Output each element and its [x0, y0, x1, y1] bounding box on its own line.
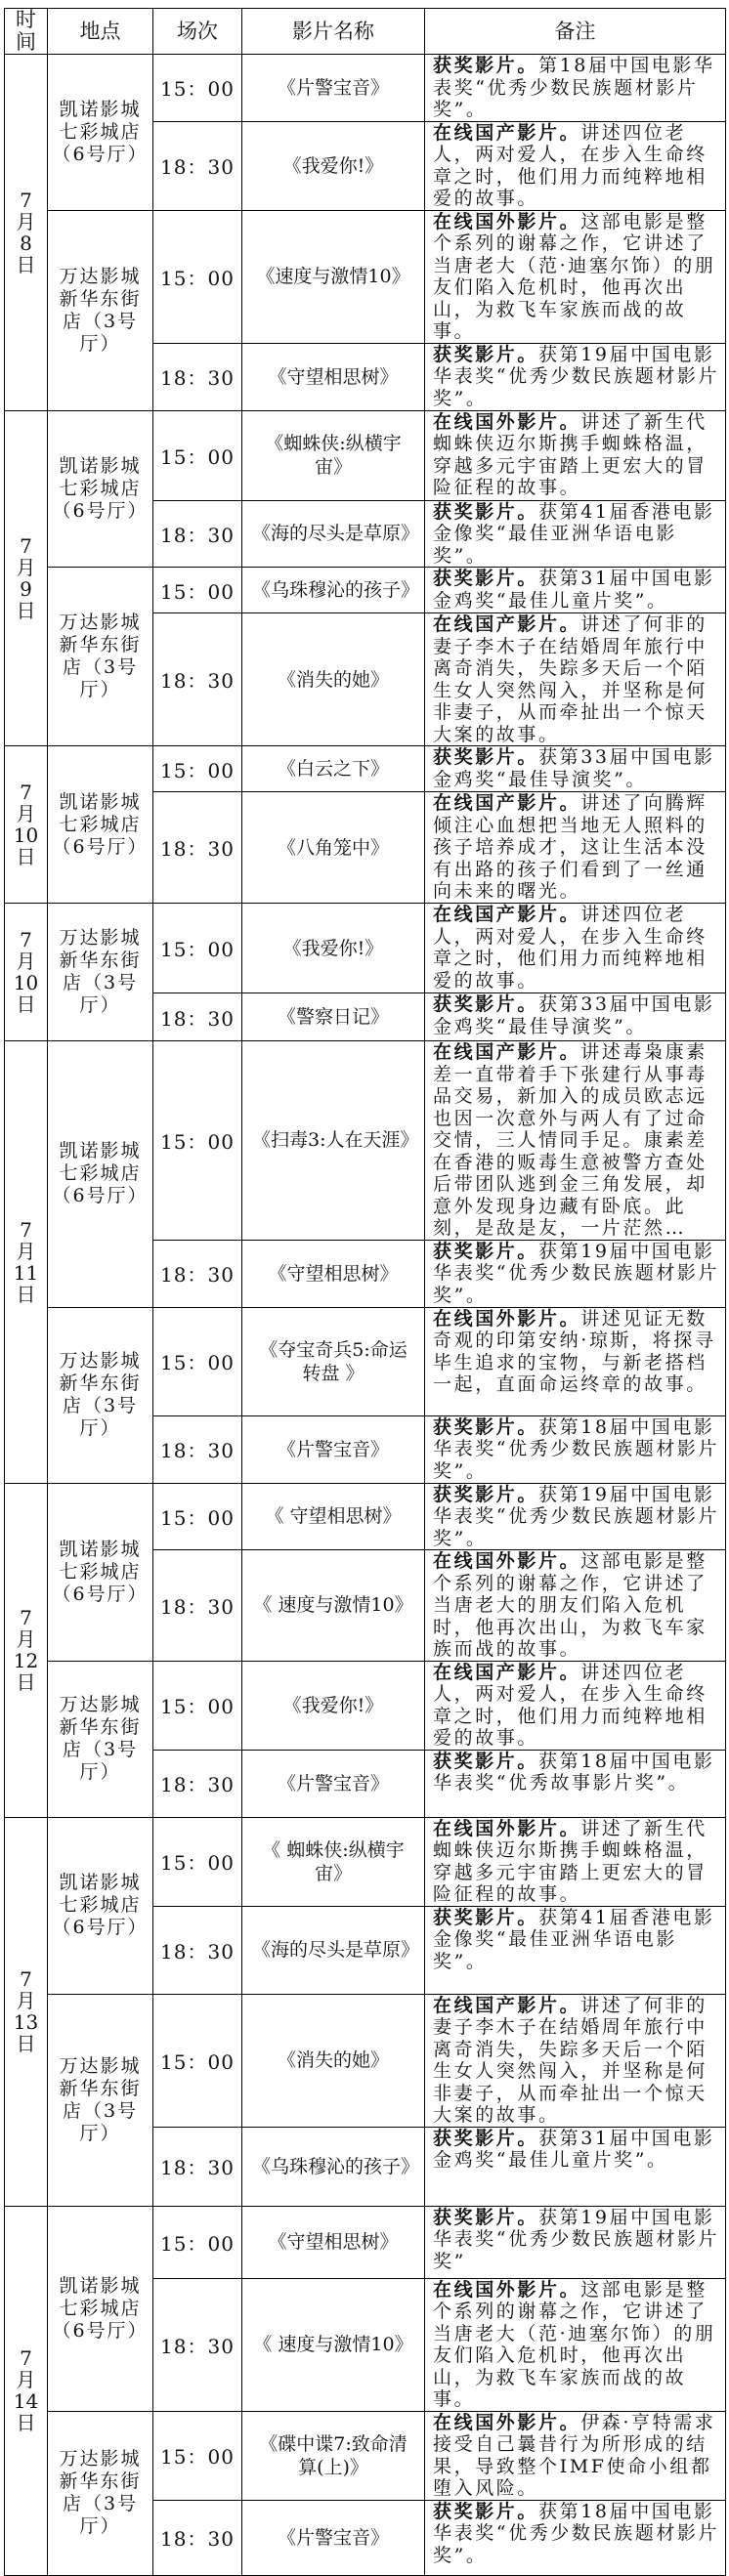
showtime-cell: 15：00 — [153, 1661, 242, 1750]
film-title-cell: 《海的尽头是草原》 — [242, 1906, 425, 1994]
showtime-cell: 18：30 — [153, 993, 242, 1041]
date-part: 日 — [16, 252, 36, 276]
remark-text: 这部电影是整个系列的谢幕之作，它讲述了当唐老大（范·迪塞尔饰）的朋友们陷入危机时，他再次出山，为救飞车家族而战的故事。 — [433, 2278, 716, 2410]
remark-text: 获第31届中国电影金鸡奖“最佳儿童片奖”。 — [433, 2127, 715, 2171]
film-title-cell: 《夺宝奇兵5:命运转盘 》 — [242, 1307, 425, 1415]
film-title-cell: 《乌珠穆沁的孩子》 — [242, 2127, 425, 2206]
table-row — [5, 210, 726, 343]
remark-tag: 获奖影片。 — [433, 1750, 539, 1772]
showtime-cell: 18：30 — [153, 1550, 242, 1662]
showtime-cell: 18：30 — [153, 121, 242, 210]
remark-text: 讲述毒枭康素差一直带着手下张建行从事毒品交易，新加入的成员欧志远也因一次意外与两人有了过命交情，三人情同手足。康素差在香港的贩毒生意被警方查处后带团队逃到金三角发展，却意外发现身边藏有卧底。此刻，是敌是友，一片茫然… — [433, 1041, 708, 1239]
remark-tag: 在线国外影片。 — [433, 210, 581, 232]
showtime-cell: 18：30 — [153, 1415, 242, 1483]
venue-cell: 凯诺影城七彩城店（6号厅） — [48, 410, 153, 568]
remark-text: 伊森·亨特需求接受自己曩昔行为所形成的结果，导致整个IMF使命小组都堕入风险。 — [433, 2411, 716, 2499]
remark-cell — [425, 746, 726, 792]
date-part: 8 — [20, 231, 32, 255]
remark-cell — [425, 1041, 726, 1241]
remark-text: 讲述四位老人，两对爱人，在步入生命终章之时，他们用力而纯粹地相爱的故事。 — [433, 904, 708, 992]
film-title-cell: 《片警宝音》 — [242, 1750, 425, 1817]
venue-cell: 凯诺影城七彩城店（6号厅） — [48, 1483, 153, 1661]
remark-tag: 获奖影片。 — [433, 2500, 539, 2522]
remark-cell — [425, 55, 726, 122]
table-row — [5, 1041, 726, 1241]
date-part: 11 — [13, 1260, 39, 1285]
venue-cell: 万达影城新华东街店（3号厅） — [48, 904, 153, 1041]
showtime-cell: 18：30 — [153, 1906, 242, 1994]
date-part: 14 — [13, 2389, 39, 2413]
date-part: 月 — [16, 209, 36, 233]
remark-text: 获第19届中国电影华表奖“优秀少数民族题材影片奖”。 — [433, 343, 720, 409]
showtime-cell: 15：00 — [153, 2206, 242, 2278]
date-part: 12 — [13, 1649, 39, 1672]
date-part: 7 — [20, 533, 32, 558]
remark-cell — [425, 2127, 726, 2206]
film-title-cell: 《速度与激情10》 — [242, 210, 425, 343]
date-cell — [5, 1483, 48, 1817]
showtime-cell: 15：00 — [153, 2411, 242, 2500]
showtime-cell: 15：00 — [153, 904, 242, 993]
remark-tag: 在线国产影片。 — [433, 121, 581, 144]
remark-tag: 在线国产影片。 — [433, 1661, 581, 1683]
header-film: 影片名称 — [242, 9, 425, 55]
remark-cell — [425, 792, 726, 904]
film-title-cell: 《 速度与激情10》 — [242, 1550, 425, 1662]
date-cell — [5, 410, 48, 746]
remark-tag: 在线国外影片。 — [433, 2278, 581, 2301]
table-row — [5, 2411, 726, 2500]
film-title-cell: 《我爱你!》 — [242, 121, 425, 210]
film-title-cell: 《白云之下》 — [242, 746, 425, 792]
film-title-cell: 《我爱你!》 — [242, 1661, 425, 1750]
film-title-cell: 《警察日记》 — [242, 993, 425, 1041]
table-row — [5, 568, 726, 613]
date-part: 日 — [16, 2411, 36, 2434]
header-row — [5, 9, 726, 55]
showtime-cell: 15：00 — [153, 210, 242, 343]
remark-tag: 获奖影片。 — [433, 1906, 539, 1928]
showtime-cell: 15：00 — [153, 55, 242, 122]
showtime-cell: 18：30 — [153, 792, 242, 904]
date-part: 月 — [16, 1239, 36, 1263]
remark-text: 获第41届香港电影金像奖“最佳亚洲华语电影奖”。 — [433, 1906, 715, 1972]
table-row — [5, 2206, 726, 2278]
remark-cell — [425, 993, 726, 1041]
date-part: 7 — [20, 781, 32, 804]
remark-cell — [425, 1661, 726, 1750]
showtime-cell: 15：00 — [153, 410, 242, 500]
remark-text: 获第19届中国电影华表奖“优秀少数民族题材影片奖”。 — [433, 1483, 720, 1549]
remark-cell — [425, 343, 726, 410]
remark-cell — [425, 1994, 726, 2127]
showtime-cell: 18：30 — [153, 2127, 242, 2206]
remark-text: 讲述四位老人，两对爱人，在步入生命终章之时，他们用力而纯粹地相爱的故事。 — [433, 121, 708, 209]
venue-cell: 万达影城新华东街店（3号厅） — [48, 1307, 153, 1483]
remark-text: 第18届中国电影华表奖“优秀少数民族题材影片奖”。 — [433, 55, 715, 120]
remark-cell — [425, 1307, 726, 1415]
date-part: 13 — [13, 2010, 39, 2034]
date-part: 7 — [20, 188, 32, 212]
remark-tag: 在线国外影片。 — [433, 1307, 581, 1330]
remark-cell — [425, 1550, 726, 1662]
remark-cell — [425, 1817, 726, 1906]
film-title-cell: 《 蜘蛛侠:纵横宇宙》 — [242, 1817, 425, 1906]
film-title-cell: 《片警宝音》 — [242, 55, 425, 122]
remark-text: 这部电影是整个系列的谢幕之作，它讲述了当唐老大（范·迪塞尔饰）的朋友们陷入危机时，他再次出山，为救飞车家族而战的故事。 — [433, 210, 716, 342]
remark-tag: 在线国外影片。 — [433, 2411, 581, 2433]
film-title-cell: 《碟中谍7:致命清算(上)》 — [242, 2411, 425, 2500]
remark-cell — [425, 1415, 726, 1483]
showtime-cell: 15：00 — [153, 1994, 242, 2127]
venue-cell: 万达影城新华东街店（3号厅） — [48, 1994, 153, 2206]
date-part: 日 — [16, 2032, 36, 2055]
remark-tag: 在线国产影片。 — [433, 613, 581, 635]
remark-cell — [425, 1483, 726, 1550]
remark-cell — [425, 410, 726, 500]
date-cell — [5, 2206, 48, 2575]
remark-text: 讲述了新生代蜘蛛侠迈尔斯携手蜘蛛格温，穿越多元宇宙踏上更宏大的冒险征程的故事。 — [433, 410, 708, 498]
remark-cell — [425, 2278, 726, 2411]
table-row — [5, 904, 726, 993]
venue-cell: 凯诺影城七彩城店（6号厅） — [48, 1041, 153, 1308]
remark-text: 讲述四位老人，两对爱人，在步入生命终章之时，他们用力而纯粹地相爱的故事。 — [433, 1661, 708, 1749]
venue-cell: 凯诺影城七彩城店（6号厅） — [48, 2206, 153, 2411]
date-part: 7 — [20, 2346, 32, 2370]
venue-cell: 万达影城新华东街店（3号厅） — [48, 1661, 153, 1817]
remark-tag: 在线国产影片。 — [433, 904, 581, 925]
date-part: 日 — [16, 598, 36, 622]
remark-cell — [425, 613, 726, 746]
film-title-cell: 《消失的她》 — [242, 613, 425, 746]
remark-tag: 获奖影片。 — [433, 993, 539, 1015]
remark-text: 讲述了何非的妻子李木子在结婚周年旅行中离奇消失，失踪多天后一个陌生女人突然闯入，并坚称是何非妻子，从而牵扯出一个惊天大案的故事。 — [433, 1994, 708, 2126]
showtime-cell: 18：30 — [153, 2500, 242, 2575]
remark-text: 获第18届中国电影华表奖“优秀故事影片奖”。 — [433, 1750, 715, 1794]
remark-tag: 在线国产影片。 — [433, 1994, 581, 2016]
remark-text: 讲述了新生代蜘蛛侠迈尔斯携手蜘蛛格温，穿越多元宇宙踏上更宏大的冒险征程的故事。 — [433, 1817, 708, 1905]
remark-tag: 在线国产影片。 — [433, 1041, 581, 1063]
showtime-cell: 15：00 — [153, 746, 242, 792]
remark-text: 讲述了向腾辉倾注心血想把当地无人照料的孩子培养成才，这让生活本没有出路的孩子们看到了一丝通向未来的曙光。 — [433, 792, 708, 902]
film-title-cell: 《 速度与激情10》 — [242, 2278, 425, 2411]
date-part: 10 — [13, 823, 39, 847]
remark-tag: 获奖影片。 — [433, 1483, 539, 1505]
remark-tag: 获奖影片。 — [433, 568, 539, 589]
remark-text: 获第19届中国电影华表奖“优秀少数民族题材影片奖”。 — [433, 1240, 720, 1306]
film-title-cell: 《八角笼中》 — [242, 792, 425, 904]
showtime-cell: 18：30 — [153, 1240, 242, 1307]
remark-tag: 获奖影片。 — [433, 1240, 539, 1262]
showtime-cell: 15：00 — [153, 1483, 242, 1550]
venue-cell: 凯诺影城七彩城店（6号厅） — [48, 55, 153, 211]
film-title-cell: 《我爱你!》 — [242, 904, 425, 993]
header-date: 时间 — [5, 9, 48, 55]
remark-tag: 获奖影片。 — [433, 2127, 539, 2149]
showtime-cell: 18：30 — [153, 500, 242, 568]
remark-cell — [425, 2411, 726, 2500]
date-part: 月 — [16, 1989, 36, 2012]
remark-cell — [425, 210, 726, 343]
remark-text: 获第19届中国电影华表奖“优秀少数民族题材影片奖” — [433, 2206, 720, 2272]
remark-text: 获第18届中国电影华表奖“优秀少数民族题材影片奖”。 — [433, 2500, 720, 2566]
venue-cell: 万达影城新华东街店（3号厅） — [48, 2411, 153, 2575]
date-cell — [5, 904, 48, 1041]
film-title-cell: 《 守望相思树》 — [242, 1483, 425, 1550]
film-title-cell: 《乌珠穆沁的孩子》 — [242, 568, 425, 613]
film-title-cell: 《守望相思树》 — [242, 2206, 425, 2278]
date-part: 10 — [13, 971, 39, 994]
remark-text: 获第31届中国电影金鸡奖“最佳儿童片奖”。 — [433, 568, 715, 612]
film-title-cell: 《海的尽头是草原》 — [242, 500, 425, 568]
date-part: 9 — [20, 576, 32, 601]
film-title-cell: 《扫毒3:人在天涯》 — [242, 1041, 425, 1241]
date-cell — [5, 1817, 48, 2206]
venue-cell: 万达影城新华东街店（3号厅） — [48, 568, 153, 746]
remark-text: 讲述了何非的妻子李木子在结婚周年旅行中离奇消失，失踪多天后一个陌生女人突然闯入，并坚称是何非妻子，从而牵扯出一个惊天大案的故事。 — [433, 613, 708, 745]
remark-tag: 在线国外影片。 — [433, 410, 581, 433]
header-note: 备注 — [425, 9, 726, 55]
date-cell — [5, 55, 48, 411]
remark-text: 这部电影是整个系列的谢幕之作，它讲述了当唐老大的朋友们陷入危机时，他再次出山，为救飞车家族而战的故事。 — [433, 1550, 708, 1660]
remark-cell — [425, 1906, 726, 1994]
showtime-cell: 15：00 — [153, 568, 242, 613]
date-part: 月 — [16, 1627, 36, 1651]
remark-cell — [425, 1240, 726, 1307]
film-title-cell: 《守望相思树》 — [242, 1240, 425, 1307]
remark-text: 获第41届香港电影金像奖“最佳亚洲华语电影奖”。 — [433, 500, 715, 567]
remark-cell — [425, 121, 726, 210]
remark-tag: 在线国外影片。 — [433, 1817, 581, 1839]
date-part: 月 — [16, 950, 36, 973]
film-title-cell: 《片警宝音》 — [242, 1415, 425, 1483]
date-cell — [5, 1041, 48, 1484]
table-row — [5, 1307, 726, 1415]
showtime-cell: 18：30 — [153, 613, 242, 746]
table-row — [5, 55, 726, 122]
date-part: 7 — [20, 928, 32, 951]
remark-tag: 获奖影片。 — [433, 746, 539, 768]
remark-cell — [425, 904, 726, 993]
date-part: 日 — [16, 1282, 36, 1306]
remark-cell — [425, 500, 726, 568]
header-time: 场次 — [153, 9, 242, 55]
remark-tag: 获奖影片。 — [433, 343, 539, 365]
remark-text: 讲述见证无数奇观的印第安纳·琼斯，将探寻毕生追求的宝物，与新老搭档一起，直面命运终章的故事。 — [433, 1307, 716, 1395]
date-part: 月 — [16, 555, 36, 579]
remark-tag: 获奖影片。 — [433, 55, 539, 76]
remark-cell — [425, 1750, 726, 1817]
remark-tag: 在线国外影片。 — [433, 1550, 581, 1572]
screening-schedule-table — [4, 8, 726, 2576]
date-cell — [5, 746, 48, 904]
remark-tag: 在线国产影片。 — [433, 792, 581, 814]
venue-cell: 万达影城新华东街店（3号厅） — [48, 210, 153, 410]
remark-cell — [425, 2206, 726, 2278]
remark-text: 获第33届中国电影金鸡奖“最佳导演奖”。 — [433, 746, 715, 790]
film-title-cell: 《蜘蛛侠:纵横宇宙》 — [242, 410, 425, 500]
table-row — [5, 1994, 726, 2127]
venue-cell: 凯诺影城七彩城店（6号厅） — [48, 746, 153, 904]
showtime-cell: 18：30 — [153, 1750, 242, 1817]
remark-cell — [425, 568, 726, 613]
remark-tag: 获奖影片。 — [433, 1415, 539, 1438]
date-part: 7 — [20, 1217, 32, 1242]
remark-text: 获第33届中国电影金鸡奖“最佳导演奖”。 — [433, 993, 715, 1037]
date-part: 日 — [16, 992, 36, 1016]
remark-text: 获第18届中国电影华表奖“优秀少数民族题材影片奖”。 — [433, 1415, 720, 1482]
film-title-cell: 《片警宝音》 — [242, 2500, 425, 2575]
date-part: 月 — [16, 802, 36, 825]
remark-tag: 获奖影片。 — [433, 2206, 539, 2228]
showtime-cell: 15：00 — [153, 1041, 242, 1241]
table-row — [5, 1483, 726, 1550]
table-row — [5, 410, 726, 500]
date-part: 7 — [20, 1967, 32, 1991]
table-row — [5, 1817, 726, 1906]
header-venue: 地点 — [48, 9, 153, 55]
showtime-cell: 15：00 — [153, 1307, 242, 1415]
date-part: 日 — [16, 845, 36, 868]
date-part: 月 — [16, 2368, 36, 2391]
date-part: 7 — [20, 1606, 32, 1629]
showtime-cell: 18：30 — [153, 2278, 242, 2411]
film-title-cell: 《消失的她》 — [242, 1994, 425, 2127]
venue-cell: 凯诺影城七彩城店（6号厅） — [48, 1817, 153, 1994]
film-title-cell: 《守望相思树》 — [242, 343, 425, 410]
showtime-cell: 15：00 — [153, 1817, 242, 1906]
schedule-body — [5, 55, 726, 2576]
table-row — [5, 746, 726, 792]
table-row — [5, 1661, 726, 1750]
remark-cell — [425, 2500, 726, 2575]
remark-tag: 获奖影片。 — [433, 500, 539, 523]
date-part: 日 — [16, 1670, 36, 1694]
showtime-cell: 18：30 — [153, 343, 242, 410]
